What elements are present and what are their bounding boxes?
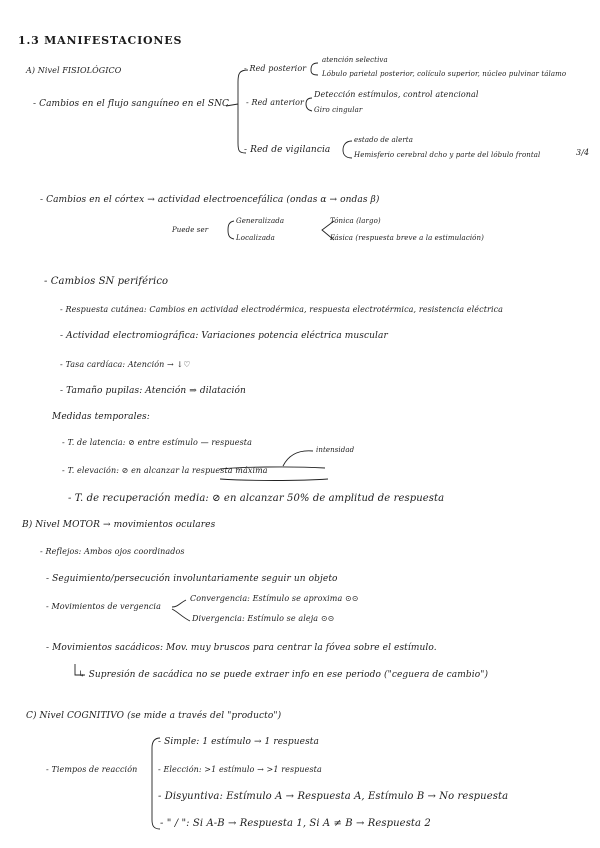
periferico-label: - Cambios SN periférico [44, 276, 169, 287]
puede-ser: Puede ser [172, 226, 209, 234]
posterior-brace [311, 63, 318, 75]
periferico-item: - Respuesta cutánea: Cambios en actividad electrodérmica, respuesta electrotérmica, resistencia eléctrica [60, 305, 504, 314]
tiempos-label: - Tiempos de reacción [46, 765, 138, 774]
red-vigilancia-item: estado de alerta [354, 136, 413, 144]
flujo-label: - Cambios en el flujo sanguíneo en el SNC [33, 99, 230, 109]
vergencia-item: Convergencia: Estímulo se aproxima ⊙⊙ [190, 594, 359, 603]
red-posterior-item: Lóbulo parietal posterior, colículo superior, núcleo pulvinar tálamo [322, 70, 567, 78]
networks-brace [238, 70, 248, 153]
cortex-left-item: Generalizada [236, 217, 285, 225]
tiempos-item: - Elección: >1 estímulo → >1 respuesta [158, 765, 322, 774]
red-posterior-label: - Red posterior [244, 64, 307, 73]
tiempos-item: - " / ": Si A-B → Respuesta 1, Si A ≠ B → Respuesta 2 [160, 818, 431, 829]
motor-item: - Seguimiento/persecución involuntariamente seguir un objeto [46, 574, 338, 584]
vigilance-brace [343, 141, 352, 158]
cortex-label: - Cambios en el córtex → actividad electroencefálica (ondas α → ondas β) [40, 195, 380, 205]
intensidad-arrow [283, 451, 313, 466]
red-anterior-label: - Red anterior [246, 98, 304, 107]
vergencia-item: Divergencia: Estímulo se aleja ⊙⊙ [192, 614, 335, 623]
cortex-left-item: Localizada [236, 234, 275, 242]
section-b-heading: B) Nivel MOTOR → movimientos oculares [22, 520, 216, 530]
anterior-brace [306, 98, 312, 111]
periferico-item: - Tasa cardíaca: Atención → ↓♡ [60, 360, 191, 369]
reaction-brace [152, 738, 160, 829]
red-posterior-item: atención selectiva [322, 56, 388, 64]
medidas-item: - T. de latencia: ⊘ entre estímulo — respuesta [62, 438, 252, 447]
cortex-right-item: Tónica (largo) [330, 217, 381, 225]
periferico-item: - Tamaño pupilas: Atención ⇒ dilatación [60, 386, 246, 396]
medidas-label: Medidas temporales: [52, 412, 150, 422]
tiempos-item: - Disyuntiva: Estímulo A → Respuesta A, Estímulo B → No respuesta [158, 791, 509, 802]
medidas-item: - T. elevación: ⊘ en alcanzar la respuesta máxima [62, 466, 268, 475]
generalizada-brace [228, 221, 234, 239]
cortex-right-item: Fásica (respuesta breve a la estimulación) [330, 234, 484, 242]
convergencia-arrow [172, 600, 186, 607]
tiempos-item: - Simple: 1 estímulo → 1 respuesta [158, 737, 319, 747]
medidas-item: - T. de recuperación media: ⊘ en alcanzar 50% de amplitud de respuesta [68, 493, 445, 504]
red-anterior-item: Giro cingular [314, 106, 363, 114]
section-a-heading: A) Nivel FISIOLÓGICO [26, 66, 122, 75]
section-c-heading: C) Nivel COGNITIVO (se mide a través del "producto") [26, 711, 282, 721]
divergencia-arrow [172, 609, 190, 621]
supresion: ↳ Supresión de sacádica no se puede extraer info en ese periodo ("ceguera de cambio") [78, 670, 489, 680]
page-title: 1.3 MANIFESTACIONES [18, 34, 183, 47]
red-anterior-item: Detección estímulos, control atencional [314, 90, 479, 99]
red-vigilancia-item: Hemisferio cerebral dcho y parte del lóbulo frontal [354, 151, 541, 159]
red-vigilancia-label: - Red de vigilancia [244, 145, 331, 155]
motor-item: - Reflejos: Ambos ojos coordinados [40, 547, 185, 556]
vergencia-label: - Movimientos de vergencia [46, 602, 161, 611]
fraction: 3/4 [576, 148, 590, 157]
periferico-item: - Actividad electromiográfica: Variaciones potencia eléctrica muscular [60, 331, 388, 341]
intensidad-note: intensidad [316, 446, 355, 454]
sacadicos: - Movimientos sacádicos: Mov. muy bruscos para centrar la fóvea sobre el estímulo. [46, 643, 437, 653]
